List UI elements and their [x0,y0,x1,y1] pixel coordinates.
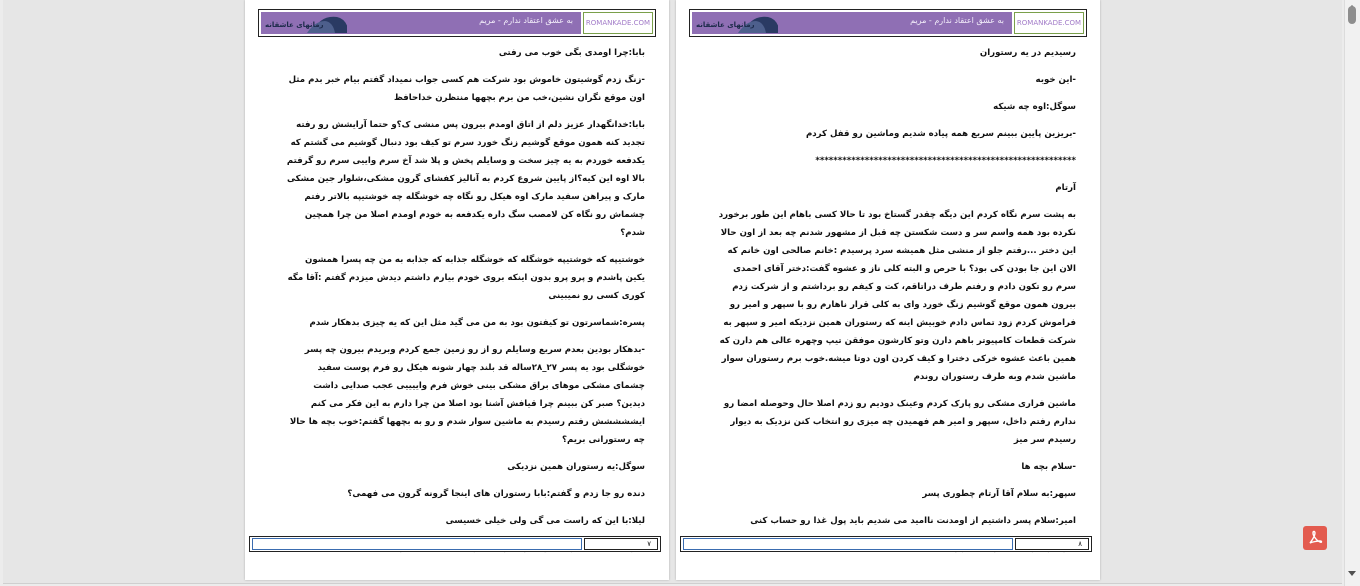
pdf-download-button[interactable] [1303,526,1327,550]
logo-text: رمانهای عاشقانه [696,21,755,29]
paragraph: به پشت سرم نگاه کردم این دیگه چقدر گستاخ بود تا حالا کسی باهام این طور برخورد نکرده بود همه واسم سر و دست شکستن چه قبل از مشهور شدنم چه بعد از اون حالا این دختر ...رفتم جلو از منشی مثل همیشه سرد پرسیدم :خانم صالحی اون خانم که الان این جا بودن کی بود؟ با حرص و البته کلی ناز و عشوه گفت:دختر آقای احمدی سرم رو تکون دادم و رفتم طرف دراتاقم، کت و کیفم رو برداشتم و از شرکت زدم بیرون همون موقع گوشیم زنگ خورد وای به کلی قرار ناهارم رو با سپهر و امیر رو فراموش کردم زود تماس دادم خوبیش اینه که رستوران همین نزدیکه امیر و سپهر به شرکت قطعات کامپیوتر باهم دارن وتو کارشون موفقن تیپ وچهره عالی هم دارن که همین باعث عشوه خرکی دخترا و کیف کردن اون دوتا میشه.خوب برم رستوران سوار ماشین شدم وبه طرف رستوران روندم [718,210,1076,382]
paragraph: لیلا:با این که راست می گی ولی خیلی خسیسی [445,516,645,526]
paragraph: خوشتیپه که خوشتیپه خوشگله که خوشگله جذابه که جذابه به من چه پسرا همشون یکین پاشدم و پرو پرو بدون اینکه بروی خودم بیارم داشتم دیدش میزدم گفتم :آقا مگه کوری کسی رو نمیبینی [287,255,645,301]
paragraph: دنده رو جا زدم و گفتم:بابا رستوران های اینجا گرونه گرون می فهمی؟ [347,489,645,499]
pdf-page [245,0,669,580]
paragraph: بابا:خدانگهدار عزیز دلم از اتاق اومدم بیرون پس منشی ک؟و حتما آرایشش رو رفته تجدید کنه همون موقع گوشیم زنگ خورد سرم تو کیف بود دنبال گوشیم می گشتم که یکدفعه خوردم به یه چیز سخت و وسایلم پخش و پلا شد آخ سرم واییی سرم رو گرفتم بالا اوه این کیه؟از پایین شروع کردم به آنالیز کفشای گرون مشکی،شلوار جین مشکی مارک و پیراهن سفید مارک اوه هیکل رو نگاه چه خوشگله چه خوشتیپه بالاتر رفتم چشماش رو نگاه کن لامصب سگ داره یکدفعه به خودم اومدم اصلا من چرا همچین شدم؟ [286,120,645,238]
paragraph: سپهر:به سلام آقا آرتام چطوری پسر [922,489,1076,499]
paragraph: امیر:سلام پسر داشتیم از اومدنت ناامید می شدیم باید پول غذا رو حساب کنی [750,516,1076,526]
header-banner [692,12,1012,34]
page-footer [680,536,1092,552]
paragraph: -زنگ زدم گوشیتون خاموش بود شرکت هم کسی جواب نمیداد گفتم بیام خبر بدم مثل اون موقع نگران نشین،خب من برم بچهها منتظرن خداحافظ [288,75,645,103]
page-header [689,9,1087,37]
paragraph: پسره:شماسرتون تو کیفتون بود به من می گید مثل این که یه چیزی بدهکار شدم [309,318,645,328]
site-name: ROMANKADE.COM [583,12,653,34]
document-viewer [3,0,1342,584]
footer-box [683,538,1013,550]
paragraph: -بریزین پایین ببینم سریع همه پیاده شدیم وماشین رو قفل کردم [805,129,1076,139]
vertical-scrollbar[interactable] [1344,0,1360,586]
scroll-down-icon[interactable] [1348,571,1356,576]
separator-line: ********************************************************** [815,156,1076,166]
paragraph: -سلام بچه ها [1021,462,1076,472]
paragraph: رسیدیم در یه رستوران [979,48,1076,58]
page-number: ۸ [1015,538,1089,550]
document-title: به عشق اعتقاد ندارم - مریم [910,16,1004,25]
pdf-download-icon [1307,530,1323,546]
paragraph: آرتام [1055,183,1076,193]
page-footer [249,536,661,552]
header-banner [261,12,581,34]
site-name: ROMANKADE.COM [1014,12,1084,34]
paragraph: سوگل:اوه چه شیکه [993,102,1076,112]
page-header [258,9,656,37]
scroll-thumb[interactable] [1348,6,1356,24]
paragraph: بابا:چرا اومدی بگی خوب می رفتی [498,48,645,58]
page-text [285,44,645,566]
footer-box [252,538,582,550]
page-text [716,44,1076,566]
paragraph: ماشین فراری مشکی رو پارک کردم وعینک دودیم رو زدم اصلا حال وحوصله امضا رو ندارم رفتم داخل، سپهر و امیر هم فهمیدن چه میزی رو انتخاب کنن نزدیک به دیوار رسیدم سر میز [723,399,1076,445]
paragraph: -این خوبه [1035,75,1076,85]
page-number: ۷ [584,538,658,550]
logo-text: رمانهای عاشقانه [265,21,324,29]
document-title: به عشق اعتقاد ندارم - مریم [479,16,573,25]
pdf-page [676,0,1100,580]
paragraph: -بدهکار بودین بعدم سریع وسایلم رو از رو زمین جمع کردم وبریدم بیرون چه پسر خوشگلی بود یه پسر ۲۷_۲۸ساله قد بلند چهار شونه هیکل رو فرم پوست سفید چشمای مشکی موهای براق مشکی بینی خوش فرم واییییی عجب صدایی داشت دیدین؟ صبر کن ببینم چرا قیافش آشنا بود اصلا من چرا دارم به این فکر می کنم ایششششش رفتم رسیدم به ماشین سوار شدم و رو به بچهها گفتم:خوب بچه ها حالا چه رستورانی بریم؟ [289,345,645,445]
paragraph: سوگل:یه رستوران همین نزدیکی [507,462,645,472]
